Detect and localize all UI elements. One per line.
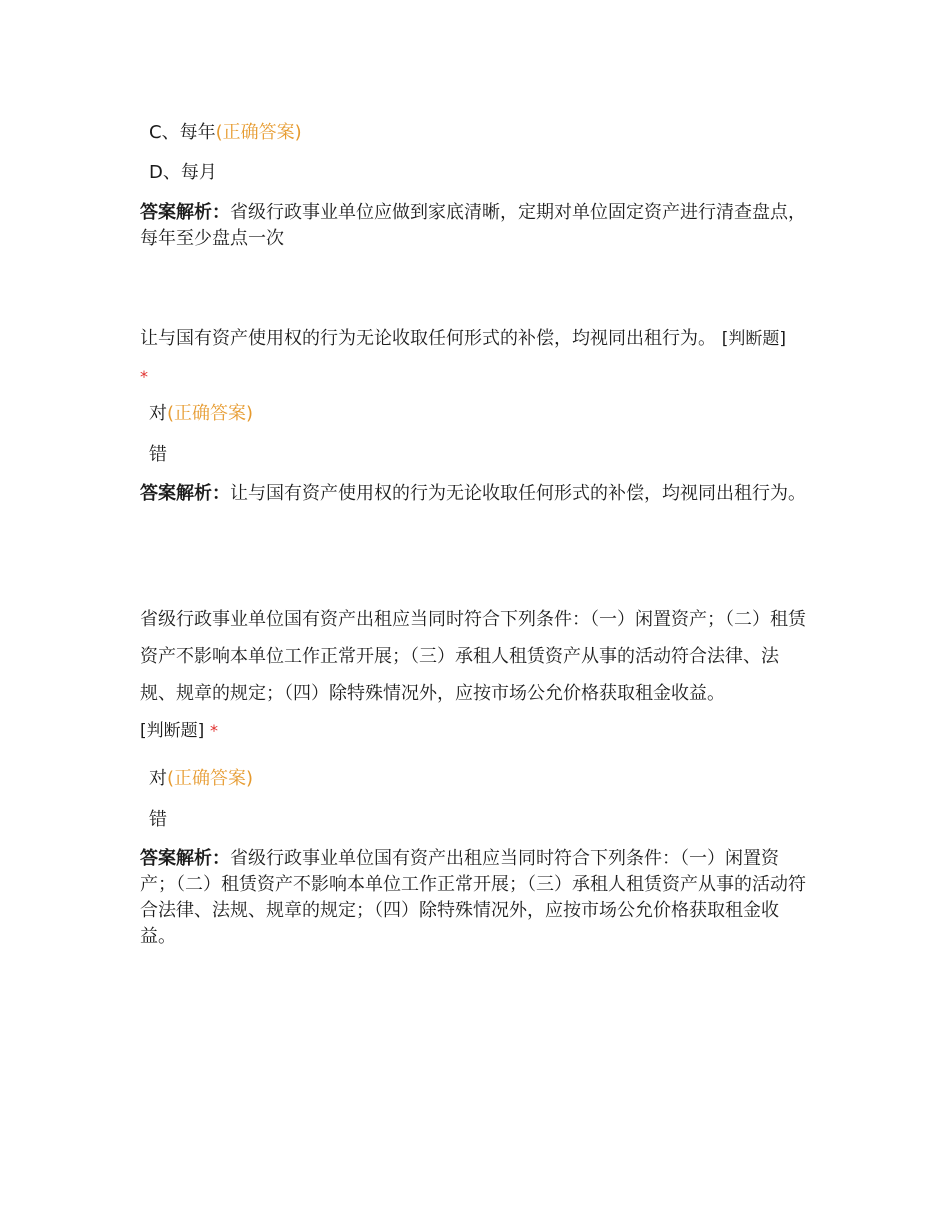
analysis-text: 省级行政事业单位应做到家底清晰，定期对单位固定资产进行清查盘点，每年至少盘点一次	[140, 202, 806, 249]
answer-analysis	[140, 846, 812, 950]
option-true	[149, 767, 253, 791]
analysis-text: 让与国有资产使用权的行为无论收取任何形式的补偿，均视同出租行为。	[230, 483, 806, 504]
analysis-text: 省级行政事业单位国有资产出租应当同时符合下列条件：（一）闲置资产；（二）租赁资产不影响本单位工作正常开展；（三）承租人租赁资产从事的活动符合法律、法规、规章的规定；（四）除特殊情况外，应按市场公允价格获取租金收益。	[140, 848, 806, 947]
option-text: D、每月	[149, 162, 217, 183]
correct-answer-tag: (正确答案)	[167, 768, 254, 789]
option-c	[149, 121, 302, 145]
question-stem	[140, 320, 812, 395]
option-text: C、每年	[149, 122, 216, 143]
required-marker: *	[210, 721, 218, 740]
question-type: [判断题]	[721, 329, 786, 349]
option-false	[149, 808, 167, 832]
answer-analysis	[140, 200, 812, 252]
option-false	[149, 443, 167, 467]
correct-answer-tag: (正确答案)	[215, 122, 302, 143]
analysis-label: 答案解析：	[140, 202, 230, 223]
required-marker: *	[140, 367, 148, 386]
option-d	[149, 161, 217, 185]
question-stem	[140, 601, 812, 750]
question-type: [判断题]	[140, 721, 205, 741]
analysis-label: 答案解析：	[140, 483, 230, 504]
analysis-label: 答案解析：	[140, 848, 230, 869]
option-text: 错	[149, 809, 167, 830]
option-true	[149, 402, 253, 426]
answer-analysis	[140, 481, 812, 507]
question-text: 省级行政事业单位国有资产出租应当同时符合下列条件：（一）闲置资产；（二）租赁资产不影响本单位工作正常开展；（三）承租人租赁资产从事的活动符合法律、法规、规章的规定；（四）除特殊情况外，应按市场公允价格获取租金收益。	[140, 609, 806, 704]
option-text: 对	[149, 403, 167, 424]
option-text: 错	[149, 444, 167, 465]
question-text: 让与国有资产使用权的行为无论收取任何形式的补偿，均视同出租行为。	[140, 328, 716, 349]
correct-answer-tag: (正确答案)	[167, 403, 254, 424]
option-text: 对	[149, 768, 167, 789]
